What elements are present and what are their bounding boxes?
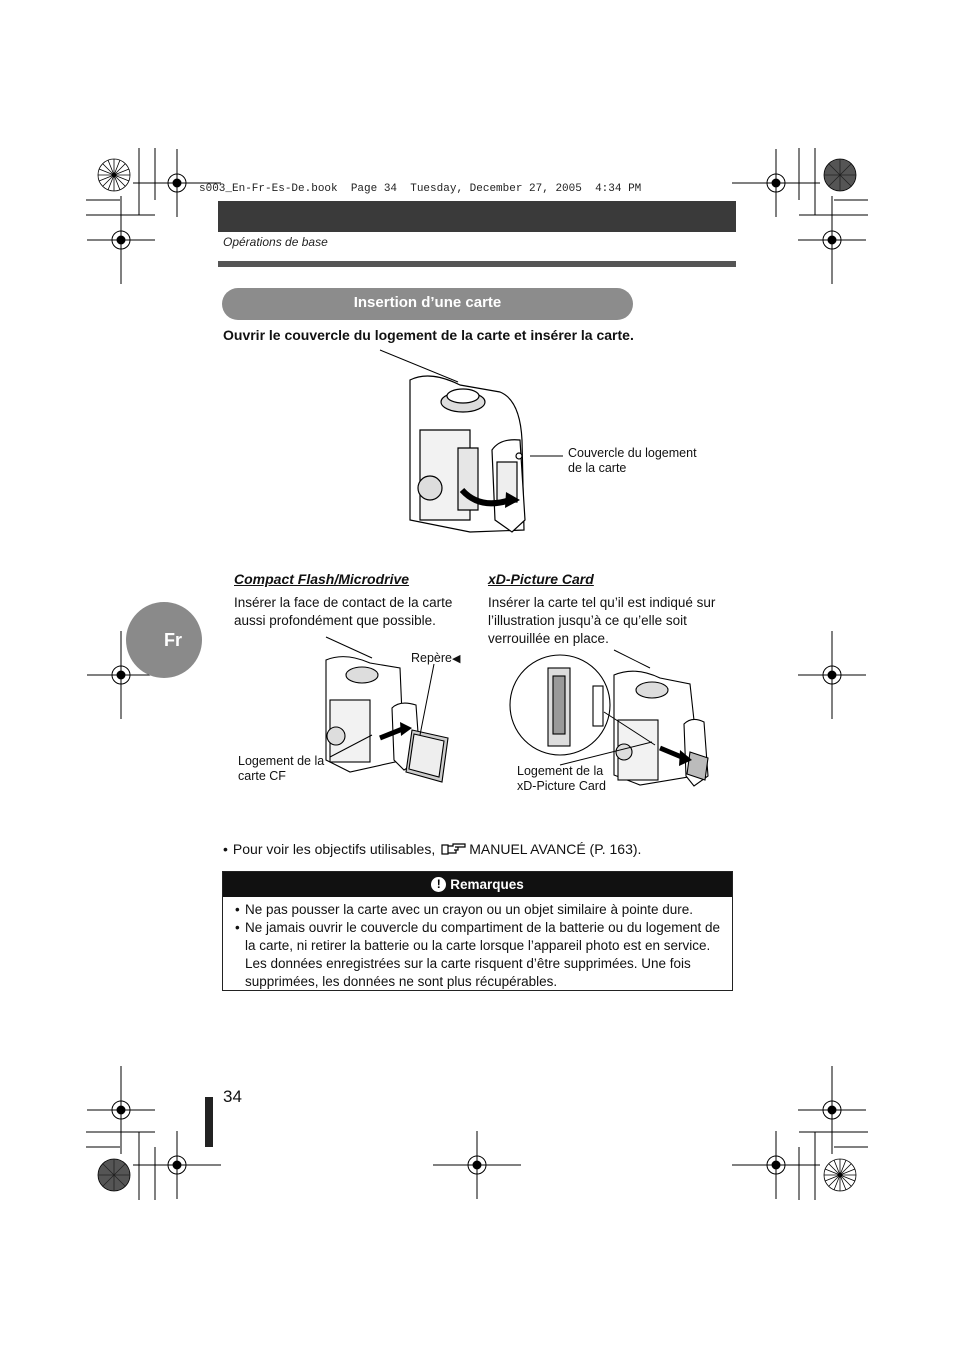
xd-instructions: Insérer la carte tel qu’il est indiqué sur l’illustration jusqu’à ce qu’elle soit verrouillée en place. <box>488 595 716 646</box>
remarks-list <box>223 897 732 991</box>
xd-slot-callout: Logement de la xD-Picture Card <box>517 764 606 793</box>
section-title: Insertion d’une carte <box>222 288 633 320</box>
print-header: s003_En-Fr-Es-De.book Page 34 Tuesday, December 27, 2005 4:34 PM <box>199 183 642 195</box>
page-number-bar <box>205 1097 213 1147</box>
card-cover-callout: Couvercle du logement de la carte <box>568 446 697 475</box>
page-number: 34 <box>223 1087 242 1106</box>
triangle-marker-icon: ◀ <box>452 653 461 665</box>
cf-heading: Compact Flash/Microdrive <box>234 571 410 587</box>
cf-instructions: Insérer la face de contact de la carte aussi profondément que possible. <box>234 595 453 628</box>
hand-pointer-icon <box>441 842 467 856</box>
remarks-header: ! Remarques <box>223 872 732 897</box>
remarks-box <box>222 871 733 991</box>
language-tab: Fr <box>126 602 202 678</box>
list-item: • Ne pas pousser la carte avec un crayon ou un objet similaire à pointe dure. <box>235 901 722 919</box>
manual-reference-link[interactable]: MANUEL AVANCÉ (P. 163). <box>469 841 642 857</box>
section-label: Opérations de base <box>223 235 328 249</box>
exclamation-icon: ! <box>431 877 446 892</box>
lens-reference-note: • Pour voir les objectifs utilisables, MANUEL AVANCÉ (P. 163). <box>223 841 642 857</box>
cf-slot-callout: Logement de la carte CF <box>238 754 325 783</box>
list-item: • Ne jamais ouvrir le couvercle du compartiment de la batterie ou du logement de la carte, ni retirer la batterie ou la carte lorsque l’appareil photo est en service. Les données enregistrées sur la carte risquent d’être supprimées. Une fois supprimées, les données ne sont plus récupérables. <box>235 919 722 991</box>
instruction-text: Ouvrir le couvercle du logement de la carte et insérer la carte. <box>223 327 634 343</box>
marker-label: Repère◀ <box>411 651 461 665</box>
xd-heading: xD-Picture Card <box>488 571 594 587</box>
